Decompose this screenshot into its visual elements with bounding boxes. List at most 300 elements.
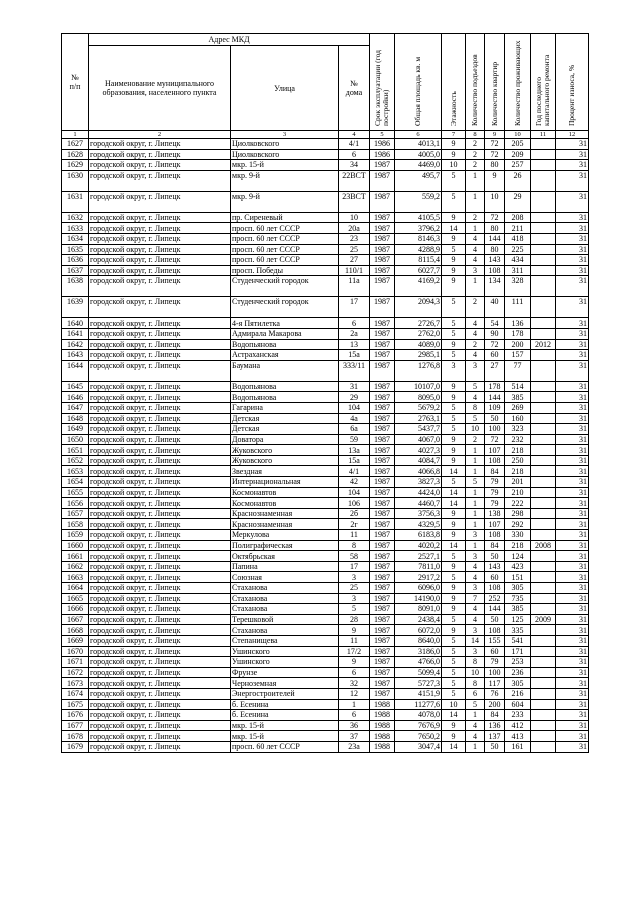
municipality-cell: городской округ, г. Липецк	[89, 170, 231, 191]
flats-cell: 60	[485, 572, 505, 583]
area-cell: 4105,5	[395, 212, 442, 223]
flats-cell: 84	[485, 540, 505, 551]
street-cell: Циолковского	[231, 149, 339, 160]
floors-cell: 14	[442, 498, 466, 509]
municipality-cell: городской округ, г. Липецк	[89, 519, 231, 530]
table-row	[62, 477, 589, 488]
street-cell: Полиграфическая	[231, 540, 339, 551]
floors-cell: 5	[442, 424, 466, 435]
row-number: 1662	[62, 561, 89, 572]
municipality-cell: городской округ, г. Липецк	[89, 139, 231, 150]
header-address-group: Адрес МКД	[89, 34, 370, 46]
flats-cell: 80	[485, 244, 505, 255]
municipality-cell: городской округ, г. Липецк	[89, 212, 231, 223]
house-cell: 6	[339, 149, 370, 160]
entrances-cell: 5	[466, 699, 485, 710]
floors-cell: 5	[442, 688, 466, 699]
area-cell: 8095,0	[395, 392, 442, 403]
street-cell: Октябрьская	[231, 551, 339, 562]
entrances-cell: 5	[466, 477, 485, 488]
street-cell: просп. 60 лет СССР	[231, 255, 339, 266]
year-cell: 1987	[370, 604, 395, 615]
residents-cell: 250	[505, 455, 531, 466]
repair-year-cell	[531, 149, 556, 160]
house-cell: 23а	[339, 741, 370, 752]
flats-cell: 84	[485, 710, 505, 721]
table-row	[62, 678, 589, 689]
flats-cell: 100	[485, 667, 505, 678]
table-row	[62, 244, 589, 255]
repair-year-cell	[531, 657, 556, 668]
residents-cell: 210	[505, 487, 531, 498]
wear-cell: 31	[556, 424, 589, 435]
year-cell: 1988	[370, 720, 395, 731]
area-cell: 3047,4	[395, 741, 442, 752]
flats-cell: 84	[485, 466, 505, 477]
floors-cell: 9	[442, 720, 466, 731]
entrances-cell: 14	[466, 635, 485, 646]
street-cell: Космонавтов	[231, 498, 339, 509]
row-number: 1669	[62, 635, 89, 646]
table-row	[62, 318, 589, 329]
floors-cell: 9	[442, 508, 466, 519]
entrances-cell: 1	[466, 455, 485, 466]
wear-cell: 31	[556, 646, 589, 657]
wear-cell: 31	[556, 360, 589, 381]
repair-year-cell	[531, 477, 556, 488]
entrances-cell: 4	[466, 572, 485, 583]
floors-cell: 9	[442, 593, 466, 604]
residents-cell: 604	[505, 699, 531, 710]
residents-cell: 218	[505, 466, 531, 477]
municipality-cell: городской округ, г. Липецк	[89, 160, 231, 171]
repair-year-cell	[531, 583, 556, 594]
municipality-cell: городской округ, г. Липецк	[89, 223, 231, 234]
entrances-cell: 3	[466, 360, 485, 381]
wear-cell: 31	[556, 477, 589, 488]
wear-cell: 31	[556, 244, 589, 255]
table-row	[62, 360, 589, 381]
wear-cell: 31	[556, 625, 589, 636]
area-cell: 495,7	[395, 170, 442, 191]
year-cell: 1987	[370, 170, 395, 191]
year-cell: 1987	[370, 381, 395, 392]
street-cell: Стаханова	[231, 604, 339, 615]
house-cell: 2а	[339, 328, 370, 339]
floors-cell: 5	[442, 477, 466, 488]
repair-year-cell	[531, 413, 556, 424]
residents-cell: 412	[505, 720, 531, 731]
entrances-cell: 2	[466, 139, 485, 150]
flats-cell: 108	[485, 625, 505, 636]
street-cell: Астраханская	[231, 350, 339, 361]
table-row	[62, 614, 589, 625]
row-number: 1633	[62, 223, 89, 234]
area-cell: 3186,0	[395, 646, 442, 657]
table-row	[62, 699, 589, 710]
header-num: № п/п	[62, 34, 89, 131]
repair-year-cell	[531, 593, 556, 604]
row-number: 1649	[62, 424, 89, 435]
year-cell: 1987	[370, 255, 395, 266]
table-row	[62, 519, 589, 530]
flats-cell: 80	[485, 160, 505, 171]
house-cell: 17	[339, 297, 370, 318]
col-number: 8	[466, 131, 485, 139]
floors-cell: 5	[442, 170, 466, 191]
street-cell: Меркулова	[231, 530, 339, 541]
floors-cell: 9	[442, 561, 466, 572]
table-row	[62, 276, 589, 297]
flats-cell: 108	[485, 455, 505, 466]
row-number: 1648	[62, 413, 89, 424]
municipality-cell: городской округ, г. Липецк	[89, 487, 231, 498]
flats-cell: 143	[485, 255, 505, 266]
table-row	[62, 455, 589, 466]
flats-cell: 79	[485, 657, 505, 668]
repair-year-cell	[531, 530, 556, 541]
table-row	[62, 297, 589, 318]
house-cell: 17	[339, 561, 370, 572]
street-cell: Космонавтов	[231, 487, 339, 498]
municipality-cell: городской округ, г. Липецк	[89, 657, 231, 668]
year-cell: 1987	[370, 455, 395, 466]
table-row	[62, 667, 589, 678]
entrances-cell: 8	[466, 678, 485, 689]
area-cell: 2094,3	[395, 297, 442, 318]
residents-cell: 178	[505, 328, 531, 339]
repair-year-cell	[531, 487, 556, 498]
street-cell: мкр. 15-й	[231, 731, 339, 742]
year-cell: 1987	[370, 551, 395, 562]
flats-cell: 155	[485, 635, 505, 646]
row-number: 1679	[62, 741, 89, 752]
year-cell: 1987	[370, 477, 395, 488]
area-cell: 7676,9	[395, 720, 442, 731]
house-cell: 11	[339, 635, 370, 646]
entrances-cell: 2	[466, 212, 485, 223]
entrances-cell: 3	[466, 265, 485, 276]
row-number: 1635	[62, 244, 89, 255]
wear-cell: 31	[556, 255, 589, 266]
wear-cell: 31	[556, 392, 589, 403]
residents-cell: 305	[505, 583, 531, 594]
year-cell: 1987	[370, 519, 395, 530]
floors-cell: 5	[442, 551, 466, 562]
house-cell: 34	[339, 160, 370, 171]
wear-cell: 31	[556, 455, 589, 466]
floors-cell: 5	[442, 244, 466, 255]
house-cell: 32	[339, 678, 370, 689]
residents-cell: 292	[505, 519, 531, 530]
table-row	[62, 741, 589, 752]
floors-cell: 5	[442, 614, 466, 625]
repair-year-cell	[531, 572, 556, 583]
entrances-cell: 8	[466, 657, 485, 668]
residents-cell: 208	[505, 212, 531, 223]
flats-cell: 60	[485, 350, 505, 361]
house-cell: 59	[339, 434, 370, 445]
floors-cell: 5	[442, 657, 466, 668]
table-row	[62, 646, 589, 657]
flats-cell: 136	[485, 720, 505, 731]
col-number: 5	[370, 131, 395, 139]
repair-year-cell	[531, 519, 556, 530]
area-cell: 4169,2	[395, 276, 442, 297]
residents-cell: 26	[505, 170, 531, 191]
wear-cell: 31	[556, 583, 589, 594]
municipality-cell: городской округ, г. Липецк	[89, 149, 231, 160]
year-cell: 1987	[370, 160, 395, 171]
municipality-cell: городской округ, г. Липецк	[89, 424, 231, 435]
street-cell: просп. 60 лет СССР	[231, 244, 339, 255]
floors-cell: 9	[442, 625, 466, 636]
area-cell: 6027,7	[395, 265, 442, 276]
house-cell: 58	[339, 551, 370, 562]
repair-year-cell	[531, 688, 556, 699]
table-row	[62, 233, 589, 244]
entrances-cell: 1	[466, 710, 485, 721]
table-row	[62, 720, 589, 731]
house-cell: 3	[339, 572, 370, 583]
wear-cell: 31	[556, 149, 589, 160]
flats-cell: 144	[485, 392, 505, 403]
row-number: 1670	[62, 646, 89, 657]
area-cell: 6096,0	[395, 583, 442, 594]
row-number: 1672	[62, 667, 89, 678]
municipality-cell: городской округ, г. Липецк	[89, 646, 231, 657]
area-cell: 4151,9	[395, 688, 442, 699]
municipality-cell: городской округ, г. Липецк	[89, 635, 231, 646]
year-cell: 1987	[370, 583, 395, 594]
header-entrances: Количество подъездов	[466, 34, 485, 131]
area-cell: 5099,4	[395, 667, 442, 678]
wear-cell: 31	[556, 139, 589, 150]
municipality-cell: городской округ, г. Липецк	[89, 731, 231, 742]
flats-cell: 50	[485, 614, 505, 625]
house-cell: 106	[339, 498, 370, 509]
year-cell: 1988	[370, 741, 395, 752]
entrances-cell: 1	[466, 741, 485, 752]
street-cell: Адмирала Макарова	[231, 328, 339, 339]
entrances-cell: 2	[466, 297, 485, 318]
wear-cell: 31	[556, 540, 589, 551]
year-cell: 1987	[370, 540, 395, 551]
entrances-cell: 4	[466, 318, 485, 329]
street-cell: Водопьянова	[231, 392, 339, 403]
house-cell: 22ВСТ	[339, 170, 370, 191]
repair-year-cell	[531, 710, 556, 721]
area-cell: 7650,2	[395, 731, 442, 742]
floors-cell: 3	[442, 360, 466, 381]
street-cell: Студенческий городок	[231, 276, 339, 297]
repair-year-cell	[531, 233, 556, 244]
repair-year-cell	[531, 508, 556, 519]
repair-year-cell	[531, 466, 556, 477]
area-cell: 3756,3	[395, 508, 442, 519]
house-cell: 104	[339, 402, 370, 413]
repair-year-cell	[531, 551, 556, 562]
street-cell: мкр. 9-й	[231, 170, 339, 191]
flats-cell: 79	[485, 477, 505, 488]
street-cell: Детская	[231, 413, 339, 424]
municipality-cell: городской округ, г. Липецк	[89, 593, 231, 604]
municipality-cell: городской округ, г. Липецк	[89, 604, 231, 615]
table-row	[62, 551, 589, 562]
entrances-cell: 3	[466, 551, 485, 562]
repair-year-cell	[531, 392, 556, 403]
municipality-cell: городской округ, г. Липецк	[89, 530, 231, 541]
area-cell: 2438,4	[395, 614, 442, 625]
floors-cell: 9	[442, 519, 466, 530]
house-cell: 110/1	[339, 265, 370, 276]
row-number: 1656	[62, 498, 89, 509]
street-cell: мкр. 9-й	[231, 191, 339, 212]
row-number: 1664	[62, 583, 89, 594]
year-cell: 1987	[370, 635, 395, 646]
municipality-cell: городской округ, г. Липецк	[89, 688, 231, 699]
flats-cell: 72	[485, 139, 505, 150]
year-cell: 1987	[370, 360, 395, 381]
residents-cell: 514	[505, 381, 531, 392]
municipality-cell: городской округ, г. Липецк	[89, 392, 231, 403]
col-number: 6	[395, 131, 442, 139]
table-row	[62, 540, 589, 551]
house-cell: 2г	[339, 519, 370, 530]
wear-cell: 31	[556, 276, 589, 297]
table-row	[62, 604, 589, 615]
floors-cell: 9	[442, 255, 466, 266]
entrances-cell: 1	[466, 540, 485, 551]
house-cell: 25	[339, 244, 370, 255]
repair-year-cell	[531, 731, 556, 742]
table-row	[62, 466, 589, 477]
floors-cell: 9	[442, 604, 466, 615]
residents-cell: 330	[505, 530, 531, 541]
residents-cell: 200	[505, 339, 531, 350]
table-row	[62, 498, 589, 509]
house-cell: 29	[339, 392, 370, 403]
entrances-cell: 4	[466, 720, 485, 731]
municipality-cell: городской округ, г. Липецк	[89, 699, 231, 710]
area-cell: 4469,0	[395, 160, 442, 171]
row-number: 1659	[62, 530, 89, 541]
municipality-cell: городской округ, г. Липецк	[89, 339, 231, 350]
street-cell: просп. 60 лет СССР	[231, 233, 339, 244]
flats-cell: 137	[485, 731, 505, 742]
residents-cell: 328	[505, 276, 531, 297]
wear-cell: 31	[556, 339, 589, 350]
header-year: Срок эксплуатации (год постройки)	[370, 34, 395, 131]
residents-cell: 257	[505, 160, 531, 171]
wear-cell: 31	[556, 498, 589, 509]
table-row	[62, 731, 589, 742]
residents-cell: 124	[505, 551, 531, 562]
row-number: 1644	[62, 360, 89, 381]
residents-cell: 29	[505, 191, 531, 212]
repair-year-cell	[531, 699, 556, 710]
municipality-cell: городской округ, г. Липецк	[89, 551, 231, 562]
municipality-cell: городской округ, г. Липецк	[89, 741, 231, 752]
table-row	[62, 223, 589, 234]
wear-cell: 31	[556, 328, 589, 339]
row-number: 1629	[62, 160, 89, 171]
floors-cell: 9	[442, 455, 466, 466]
year-cell: 1987	[370, 646, 395, 657]
house-cell: 27	[339, 255, 370, 266]
flats-cell: 178	[485, 381, 505, 392]
floors-cell: 9	[442, 233, 466, 244]
residents-cell: 205	[505, 139, 531, 150]
year-cell: 1987	[370, 223, 395, 234]
year-cell: 1987	[370, 434, 395, 445]
municipality-cell: городской округ, г. Липецк	[89, 381, 231, 392]
residents-cell: 298	[505, 508, 531, 519]
street-cell: Союзная	[231, 572, 339, 583]
table-row	[62, 350, 589, 361]
table-row	[62, 402, 589, 413]
entrances-cell: 10	[466, 667, 485, 678]
table-row	[62, 487, 589, 498]
area-cell: 3827,3	[395, 477, 442, 488]
house-cell: 10	[339, 212, 370, 223]
area-cell: 8146,3	[395, 233, 442, 244]
year-cell: 1987	[370, 297, 395, 318]
house-cell: 42	[339, 477, 370, 488]
row-number: 1653	[62, 466, 89, 477]
municipality-cell: городской округ, г. Липецк	[89, 455, 231, 466]
wear-cell: 31	[556, 402, 589, 413]
municipality-cell: городской округ, г. Липецк	[89, 360, 231, 381]
repair-year-cell	[531, 297, 556, 318]
year-cell: 1987	[370, 625, 395, 636]
street-cell: Водопьянова	[231, 339, 339, 350]
repair-year-cell	[531, 328, 556, 339]
repair-year-cell	[531, 561, 556, 572]
wear-cell: 31	[556, 678, 589, 689]
floors-cell: 10	[442, 160, 466, 171]
wear-cell: 31	[556, 466, 589, 477]
wear-cell: 31	[556, 223, 589, 234]
entrances-cell: 4	[466, 731, 485, 742]
wear-cell: 31	[556, 350, 589, 361]
area-cell: 5727,3	[395, 678, 442, 689]
table-row	[62, 191, 589, 212]
table-row	[62, 434, 589, 445]
row-number: 1671	[62, 657, 89, 668]
floors-cell: 9	[442, 139, 466, 150]
street-cell: просп. Победы	[231, 265, 339, 276]
row-number: 1637	[62, 265, 89, 276]
floors-cell: 5	[442, 328, 466, 339]
area-cell: 4005,0	[395, 149, 442, 160]
table-row	[62, 381, 589, 392]
residents-cell: 125	[505, 614, 531, 625]
year-cell: 1987	[370, 466, 395, 477]
house-cell: 6	[339, 318, 370, 329]
repair-year-cell	[531, 212, 556, 223]
house-cell: 13а	[339, 445, 370, 456]
floors-cell: 5	[442, 402, 466, 413]
floors-cell: 9	[442, 381, 466, 392]
house-cell: 12	[339, 688, 370, 699]
area-cell: 5679,2	[395, 402, 442, 413]
area-cell: 4329,5	[395, 519, 442, 530]
row-number: 1627	[62, 139, 89, 150]
entrances-cell: 2	[466, 339, 485, 350]
area-cell: 8091,0	[395, 604, 442, 615]
area-cell: 2762,0	[395, 328, 442, 339]
